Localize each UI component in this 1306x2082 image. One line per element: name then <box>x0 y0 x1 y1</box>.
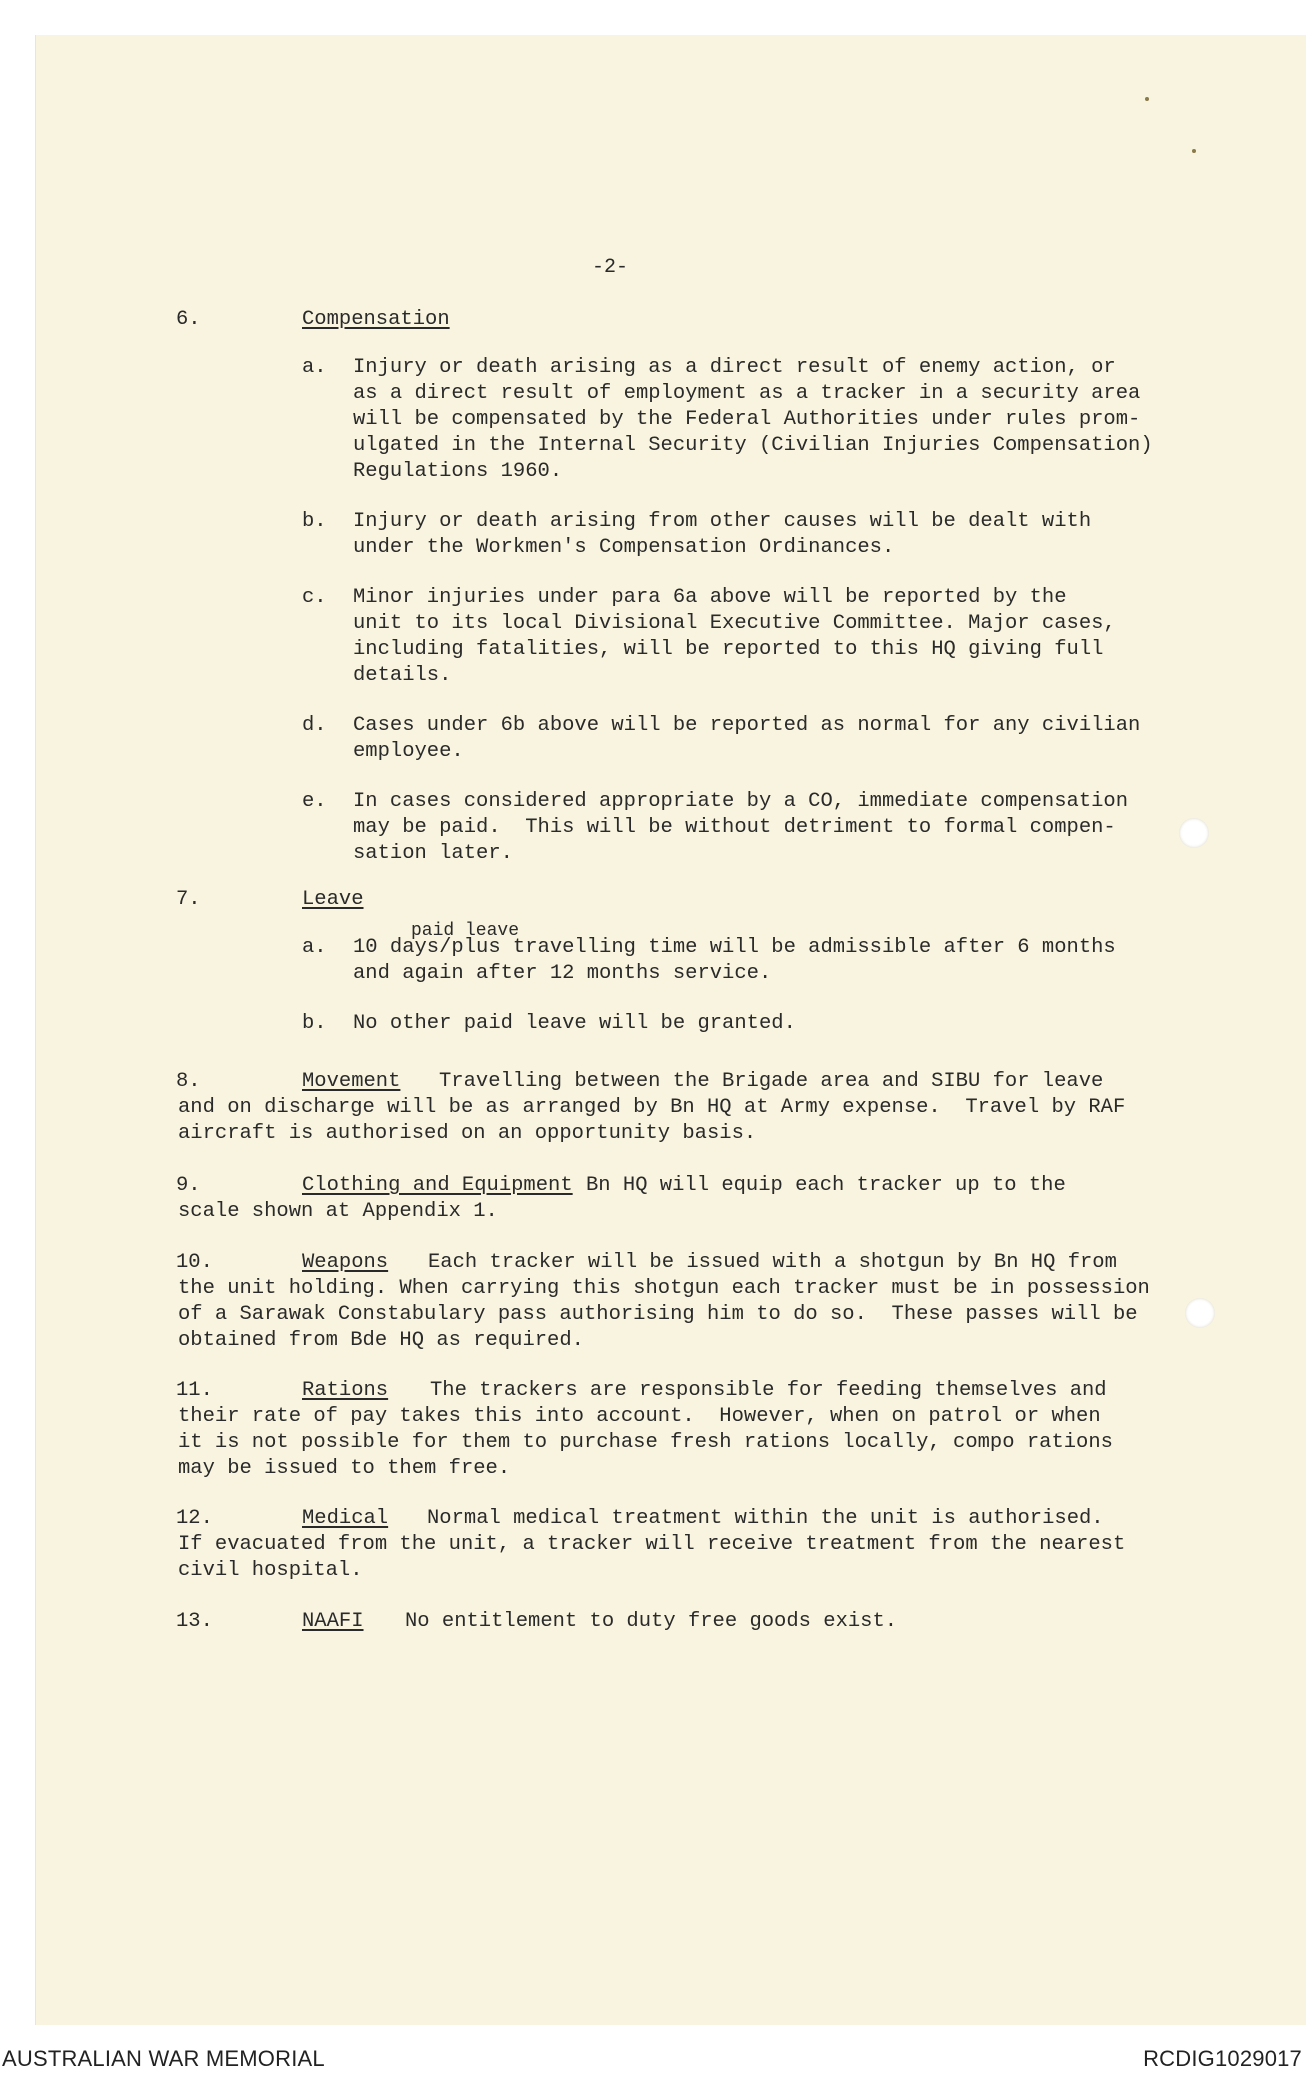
paper-speck <box>1145 97 1149 101</box>
punch-hole <box>1179 818 1209 848</box>
section-heading: Rations <box>302 1379 389 1402</box>
item-label: d. <box>302 714 327 737</box>
section-body-line: obtained from Bde HQ as required. <box>178 1329 584 1352</box>
item-label: b. <box>302 1012 327 1035</box>
section-heading: Compensation <box>302 308 450 331</box>
section-number: 13. <box>176 1610 213 1633</box>
section-heading: NAAFI <box>302 1610 364 1633</box>
item-label: e. <box>302 790 327 813</box>
section-number: 6. <box>176 308 201 331</box>
section-heading: Movement <box>302 1070 401 1093</box>
item-label: a. <box>302 936 327 959</box>
section-body-line: the unit holding. When carrying this shotgun each tracker must be in possession <box>178 1277 1150 1300</box>
item-text-line: Cases under 6b above will be reported as normal for any civilian <box>353 714 1141 737</box>
section-body-line: it is not possible for them to purchase fresh rations locally, compo rations <box>178 1431 1113 1454</box>
item-text-line: Regulations 1960. <box>353 460 563 483</box>
section-inline-text: No entitlement to duty free goods exist. <box>405 1610 898 1633</box>
item-text-line: under the Workmen's Compensation Ordinances. <box>353 536 895 559</box>
item-text-line: and again after 12 months service. <box>353 962 772 985</box>
section-inline-text: Normal medical treatment within the unit is authorised. <box>427 1507 1104 1530</box>
item-text-line: Injury or death arising as a direct result of enemy action, or <box>353 356 1116 379</box>
paper-speck <box>1192 149 1196 153</box>
item-text-line: may be paid. This will be without detriment to formal compen- <box>353 816 1116 839</box>
section-body-line: aircraft is authorised on an opportunity basis. <box>178 1122 757 1145</box>
item-text-line: including fatalities, will be reported to this HQ giving full <box>353 638 1104 661</box>
handwritten-insertion: paid leave <box>411 921 520 941</box>
section-body-line: and on discharge will be as arranged by Bn HQ at Army expense. Travel by RAF <box>178 1096 1126 1119</box>
item-text-line: employee. <box>353 740 464 763</box>
section-body-line: civil hospital. <box>178 1559 363 1582</box>
section-heading: Leave <box>302 888 364 911</box>
section-inline-text: Each tracker will be issued with a shotgun by Bn HQ from <box>428 1251 1117 1274</box>
item-text-line: In cases considered appropriate by a CO, immediate compensation <box>353 790 1129 813</box>
section-number: 8. <box>176 1070 201 1093</box>
item-text-line: Minor injuries under para 6a above will be reported by the <box>353 586 1067 609</box>
section-heading: Weapons <box>302 1251 389 1274</box>
section-body-line: may be issued to them free. <box>178 1457 511 1480</box>
item-text-line: Injury or death arising from other causes will be dealt with <box>353 510 1092 533</box>
section-inline-text: Travelling between the Brigade area and SIBU for leave <box>439 1070 1104 1093</box>
section-number: 10. <box>176 1251 213 1274</box>
section-number: 9. <box>176 1174 201 1197</box>
item-label: c. <box>302 586 327 609</box>
section-inline-text: The trackers are responsible for feeding themselves and <box>430 1379 1107 1402</box>
footer-left: AUSTRALIAN WAR MEMORIAL <box>2 2046 325 2071</box>
item-text-line: unit to its local Divisional Executive Committee. Major cases, <box>353 612 1116 635</box>
item-text-line: will be compensated by the Federal Authorities under rules prom- <box>353 408 1141 431</box>
item-text-line: details. <box>353 664 452 687</box>
section-number: 7. <box>176 888 201 911</box>
item-text-line: as a direct result of employment as a tracker in a security area <box>353 382 1141 405</box>
section-body-line: of a Sarawak Constabulary pass authorising him to do so. These passes will be <box>178 1303 1138 1326</box>
item-text-line: ulgated in the Internal Security (Civilian Injuries Compensation) <box>353 434 1153 457</box>
item-text-line: No other paid leave will be granted. <box>353 1012 796 1035</box>
section-number: 11. <box>176 1379 213 1402</box>
item-text-line: 10 days/plus travelling time will be admissible after 6 months <box>353 936 1116 959</box>
page-number: -2- <box>592 256 629 279</box>
item-label: b. <box>302 510 327 533</box>
section-body-line: If evacuated from the unit, a tracker will receive treatment from the nearest <box>178 1533 1126 1556</box>
footer-right: RCDIG1029017 <box>1143 2046 1302 2071</box>
section-heading: Medical <box>302 1507 389 1530</box>
section-body-line: scale shown at Appendix 1. <box>178 1200 498 1223</box>
item-text-line: sation later. <box>353 842 513 865</box>
section-heading: Clothing and Equipment <box>302 1174 573 1197</box>
section-inline-text: Bn HQ will equip each tracker up to the <box>586 1174 1066 1197</box>
section-number: 12. <box>176 1507 213 1530</box>
item-label: a. <box>302 356 327 379</box>
punch-hole <box>1185 1298 1215 1328</box>
section-body-line: their rate of pay takes this into account. However, when on patrol or when <box>178 1405 1101 1428</box>
